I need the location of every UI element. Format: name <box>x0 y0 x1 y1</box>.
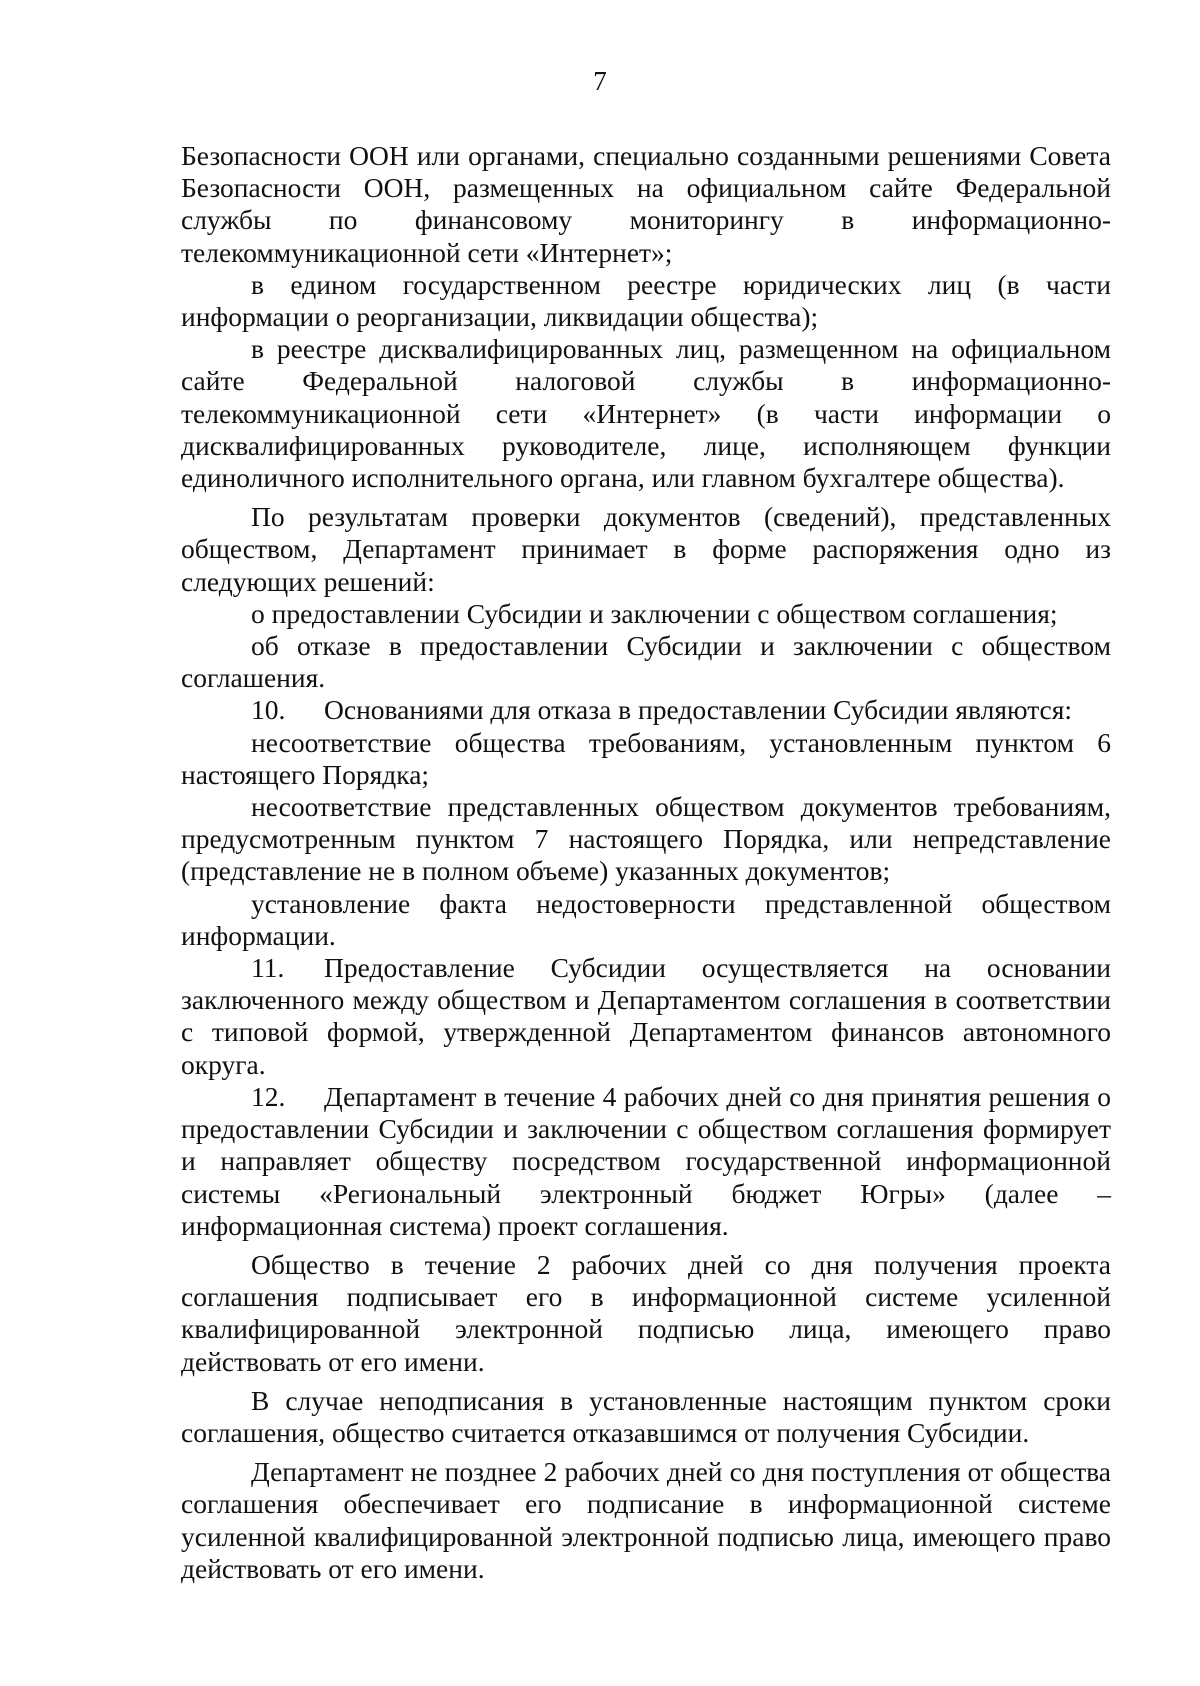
paragraph <box>181 1456 1111 1585</box>
paragraph-text: в едином государственном реестре юридических лиц (в части информации о реорганизации, ликвидации общества); <box>181 268 1111 333</box>
paragraph <box>181 630 1111 694</box>
paragraph <box>181 598 1111 630</box>
paragraph <box>181 1249 1111 1378</box>
paragraph <box>181 333 1111 494</box>
paragraph <box>181 888 1111 952</box>
paragraph-text: Безопасности ООН или органами, специально созданными решениями Совета Безопасности ООН, размещенных на официальном сайте Федеральной службы по финансовому мониторингу в информационно-телекоммуникационной сети «Интернет»; <box>181 140 1111 268</box>
paragraph-text: Общество в течение 2 рабочих дней со дня получения проекта соглашения подписывает его в информационной системе усиленной квалифицированной электронной подписью лица, имеющего право действовать от его имени. <box>181 1248 1111 1377</box>
paragraph-text: В случае неподписания в установленные настоящим пунктом сроки соглашения, общество считается отказавшимся от получения Субсидии. <box>181 1384 1111 1448</box>
paragraph-text: в реестре дисквалифицированных лиц, размещенном на официальном сайте Федеральной налоговой службы в информационно-телекоммуникационной сети «Интернет» (в части информации о дисквалифицированных руководителе, лице, исполняющем функции единоличного исполнительного органа, или главном бухгалтере общества). <box>181 333 1111 494</box>
paragraph-text: Предоставление Субсидии осуществляется на основании заключенного между обществом и Департаментом соглашения в соответствии с типовой формой, утвержденной Департаментом финансов автономного округа. <box>181 952 1111 1080</box>
item-number: 11. <box>251 952 285 984</box>
paragraph <box>181 727 1111 791</box>
paragraph-text: Основаниями для отказа в предоставлении Субсидии являются: <box>324 694 1073 726</box>
paragraph <box>181 501 1111 598</box>
paragraph <box>181 694 1111 726</box>
paragraph-text: несоответствие представленных обществом документов требованиям, предусмотренным пунктом 7 настоящего Порядка, или непредставление (представление не в полном объеме) указанных документов; <box>181 791 1111 887</box>
item-number: 10. <box>251 694 286 726</box>
paragraph <box>181 791 1111 888</box>
item-number: 12. <box>251 1080 286 1112</box>
body-text <box>181 140 1111 1585</box>
paragraph-text: Департамент не позднее 2 рабочих дней со дня поступления от общества соглашения обеспечивает его подписание в информационной системе усиленной квалифицированной электронной подписью лица, имеющего право действовать от его имени. <box>181 1456 1111 1584</box>
paragraph-text: Департамент в течение 4 рабочих дней со дня принятия решения о предоставлении Субсидии и заключении с обществом соглашения формирует и направляет обществу посредством государственной информационной системы «Региональный электронный бюджет Югры» (далее – информационная система) проект соглашения. <box>181 1080 1111 1241</box>
paragraph <box>181 1081 1111 1242</box>
paragraph-text: несоответствие общества требованиям, установленным пунктом 6 настоящего Порядка; <box>181 726 1111 790</box>
paragraph <box>181 269 1111 333</box>
paragraph-text: о предоставлении Субсидии и заключении с обществом соглашения; <box>251 597 1058 629</box>
paragraph <box>181 1385 1111 1449</box>
page-number: 7 <box>593 66 607 96</box>
paragraph <box>181 952 1111 1081</box>
paragraph-text: По результатам проверки документов (сведений), представленных обществом, Департамент принимает в форме распоряжения одно из следующих решений: <box>181 501 1111 597</box>
paragraph-text: установление факта недостоверности представленной обществом информации. <box>181 887 1111 951</box>
paragraph-text: об отказе в предоставлении Субсидии и заключении с обществом соглашения. <box>181 630 1111 694</box>
paragraph <box>181 140 1111 269</box>
